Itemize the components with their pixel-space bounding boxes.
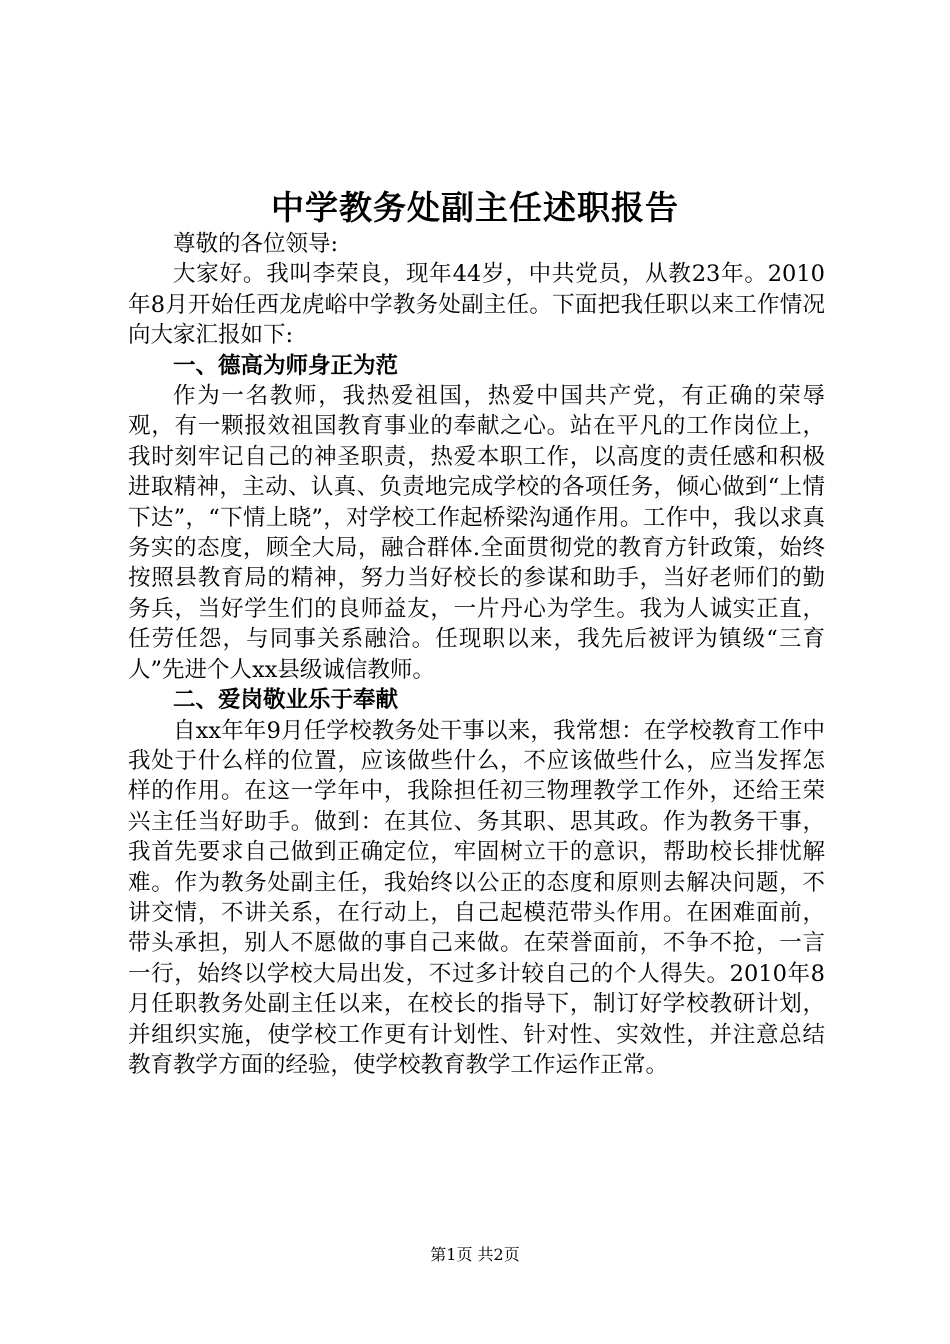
section-heading-1: 一、德高为师身正为范 bbox=[173, 352, 399, 379]
document-body bbox=[128, 229, 825, 1080]
document-title: 中学教务处副主任述职报告 bbox=[271, 188, 679, 227]
section-paragraph-1: 作为一名教师，我热爱祖国，热爱中国共产党，有正确的荣辱观，有一颗报效祖国教育事业的奉献之心。站在平凡的工作岗位上，我时刻牢记自己的神圣职责，热爱本职工作，以高度的责任感和积极进取精神，主动、认真、负责地完成学校的各项任务，倾心做到“上情下达”，“下情上晓”，对学校工作起桥梁沟通作用。工作中，我以求真务实的态度，顾全大局，融合群体.全面贯彻党的教育方针政策，始终按照县教育局的精神，努力当好校长的参谋和助手，当好老师们的勤务兵，当好学生们的良师益友，一片丹心为学生。我为人诚实正直，任劳任怨，与同事关系融洽。任现职以来，我先后被评为镇级“三育人”先进个人xx县级诚信教师。 bbox=[128, 383, 825, 683]
section-paragraph-2: 自xx年年9月任学校教务处干事以来，我常想：在学校教育工作中我处于什么样的位置，应该做些什么，不应该做些什么，应当发挥怎样的作用。在这一学年中，我除担任初三物理教学工作外，还给王荣兴主任当好助手。做到：在其位、务其职、思其政。作为教务干事，我首先要求自己做到正确定位，牢固树立干的意识，帮助校长排忧解难。作为教务处副主任，我始终以公正的态度和原则去解决问题，不讲交情，不讲关系，在行动上，自己起模范带头作用。在困难面前，带头承担，别人不愿做的事自己来做。在荣誉面前，不争不抢，一言一行，始终以学校大局出发，不过多计较自己的个人得失。2010年8月任职教务处副主任以来，在校长的指导下，制订好学校教研计划，并组织实施，使学校工作更有计划性、针对性、实效性，并注意总结教育教学方面的经验，使学校教育教学工作运作正常。 bbox=[128, 717, 825, 1078]
section-heading-2: 二、爱岗敬业乐于奉献 bbox=[173, 687, 399, 714]
salutation: 尊敬的各位领导: bbox=[173, 231, 339, 257]
page-footer: 第1页 共2页 bbox=[430, 1245, 520, 1264]
intro-paragraph: 大家好。我叫李荣良，现年44岁，中共党员，从教23年。2010年8月开始任西龙虎峪中学教务处副主任。下面把我任职以来工作情况向大家汇报如下: bbox=[128, 261, 825, 349]
